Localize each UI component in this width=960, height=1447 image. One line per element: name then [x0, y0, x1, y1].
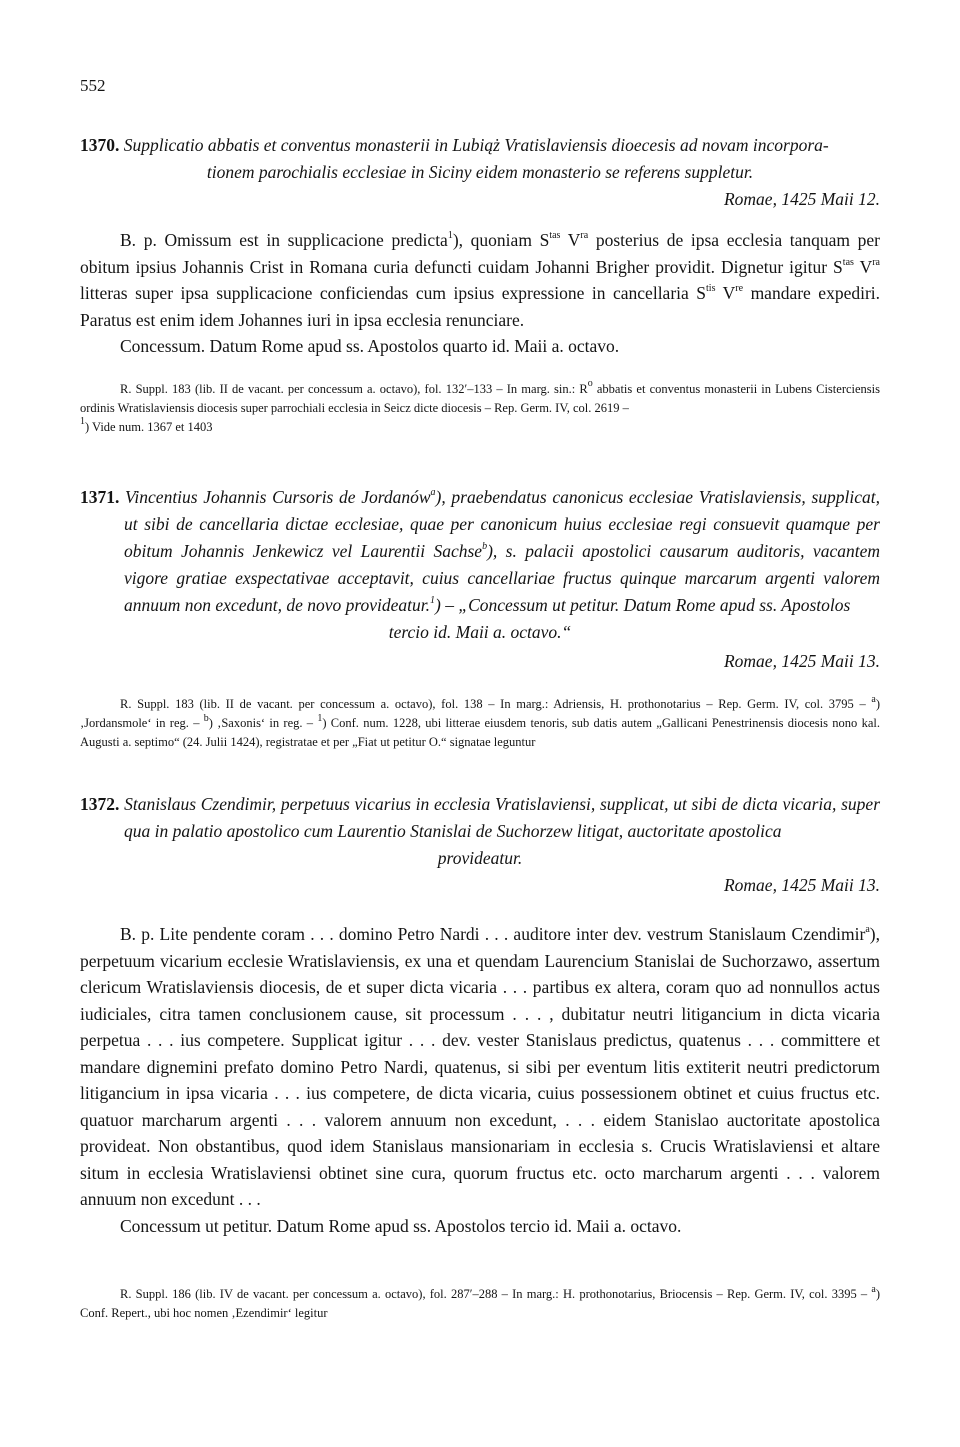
entry-notes — [80, 380, 880, 437]
note-text: R. Suppl. 186 (lib. IV de vacant. per concessum a. octavo), fol. 287′–288 – In marg.: H. prothonotarius, Briocensis – Rep. Germ. IV, col. 3395 – $^a$) Conf. Repert., ubi hoc nomen ‚Ezendimir‘ legitur — [80, 1283, 880, 1320]
entry-number: 1371. — [80, 487, 120, 507]
heading-text: Stanislaus Czendimir, perpetuus vicarius in ecclesia Vratislaviensi, supplicat, ut sibi de dicta vicaria, super qua in palatio apostolico cum Laurentio Stanislai de Suchorzew litigat, auctoritate apostolica — [124, 794, 881, 841]
entry-date: Romae, 1425 Maii 12. — [723, 189, 880, 209]
note-text: R. Suppl. 183 (lib. II de vacant. per concessum a. octavo), fol. 132′–133 – In marg. sin.: $R^o$ abbatis et conventus monasterii in Lubens Cisterciensis ordinis Wratislaviensis diocesis super parrochiali ecclesia in Seicz dicte diocesis – Rep. Germ. IV, col. 2619 – — [80, 378, 881, 415]
entry-notes — [80, 1285, 880, 1323]
page-number: 552 — [80, 76, 106, 95]
footnote-text: $^1$) Vide num. 1367 et 1403 — [80, 416, 213, 434]
body-paragraph: B. p. Lite pendente coram . . . domino Petro Nardi . . . auditore inter dev. vestrum Stanislaum Czendimir$^a$), perpetuum vicarium ecclesie Wratislaviensis, ex una et quendam Laurencium Stanislai de Suchorzawo, assertum clericum Wratislaviensis diocesis, de et super dicta vicaria . . . partibus ex altera, coram quo ad nonnullos actus iudiciales, citra tamen conclusionem cause, sit processum . . . , dubitatur neutri litigancium in dicta vicaria perpetua . . . ius competere. Supplicat igitur . . . dev. vester Stanislaus predictus, quatenus . . . committere et mandare dignemini prefato domino Petro Nardi, quatenus, si sibi per eventum litis extiterit neutri predictorum litigancium in ipsa vicaria . . . ius competere, de dicta vicaria, cuius possessionem obtinet et cuius fructus etc. quatuor marcharum argenti . . . valorem annuum non excedunt, . . . eidem Stanislao auctoritate apostolica provideat. Non obstantibus, quod idem Stanislaus mansionariam in ecclesia s. Crucis Wratislaviensi et altare situm in ecclesia Wratislaviensi obtinet sine cura, quorum fructus etc. octo marcharum argenti . . . valorem annuum non excedunt . . . — [80, 924, 880, 1209]
body-paragraph: Concessum. Datum Rome apud ss. Apostolos quarto id. Maii a. octavo. — [120, 336, 620, 356]
heading-lead — [80, 791, 880, 845]
entry-heading — [80, 132, 880, 213]
entry-body — [80, 227, 880, 360]
entry-number: 1370. — [80, 135, 120, 155]
heading-continuation: tionem parochialis ecclesiae in Siciny eidem monasterio se referens suppletur. — [206, 162, 754, 182]
heading-continuation: provideatur. — [437, 848, 523, 868]
entry-heading — [80, 484, 880, 675]
heading-text: 1371. Vincentius Johannis Cursoris de Jordanów$^a$), praebendatus canonicus ecclesiae Vratislaviensis, supplicat, ut sibi de cancellaria dictae ecclesiae, quae per canonicum huius ecclesiae regi consuevit quamque per obitum Johannis Jenkewicz vel Laurentii Sachse$^b$), s. palacii apostolici causarum auditoris, vacantem vigore gratiae exspectativae acceptavit, cuius cancellariae fructus quinque marcarum argenti valorem annuum non excedunt, de novo provideatur.$^1$) – „Concessum ut petitur. Datum Rome apud ss. Apostolos — [80, 487, 880, 615]
heading-continuation: tercio id. Maii a. octavo.“ — [388, 622, 572, 642]
footnote-ref: 1 — [447, 230, 453, 242]
body-paragraph: Concessum ut petitur. Datum Rome apud ss. Apostolos tercio id. Maii a. octavo. — [120, 1215, 682, 1236]
body-paragraph: B. p. Omissum est in supplicacione predicta$^1$), quoniam $S^{tas}$ $V^{ra}$ posterius de ipsa ecclesia tanquam per obitum ipsius Johannis Crist in Romana curia defuncti cuidam Johanni Brigher providit. Dignetur igitur $S^{tas}$ $V^{ra}$ litteras super ipsa supplicacione conficiendas cum ipsius expressione in cancellaria $S^{tis}$ Vre mandare expediri. Paratus est enim idem Johannes iuri in ipsa ecclesia renunciare. — [80, 230, 881, 330]
entry-notes — [80, 695, 880, 752]
entry-body — [80, 921, 880, 1239]
entry-1371 — [80, 484, 880, 752]
entry-1372 — [80, 791, 880, 1323]
note-text: R. Suppl. 183 (lib. II de vacant. per concessum a. octavo), fol. 138 – In marg.: Adriensis, H. prothonotarius – Rep. Germ. IV, col. 3795 – $^a$) ‚Jordansmole‘ in reg. – $^b$) ‚Saxonis‘ in reg. – $^1$) Conf. num. 1228, ubi litterae eiusdem tenoris, sub datis autem „Gallicani Penestrinensis diocesis nono kal. Augusti a. septimo“ (24. Julii 1424), registratae et per „Fiat ut petitur O.“ signatae leguntur — [80, 693, 880, 749]
heading-text: Supplicatio abbatis et conventus monasterii in Lubiąż Vratislaviensis dioecesis ad novam incorpora- — [123, 135, 829, 155]
entry-heading — [80, 791, 880, 899]
heading-lead — [80, 132, 880, 159]
entry-1370 — [80, 132, 880, 437]
entry-date: Romae, 1425 Maii 13. — [723, 651, 880, 671]
entry-number: 1372. — [80, 794, 120, 814]
entry-date: Romae, 1425 Maii 13. — [723, 875, 880, 895]
